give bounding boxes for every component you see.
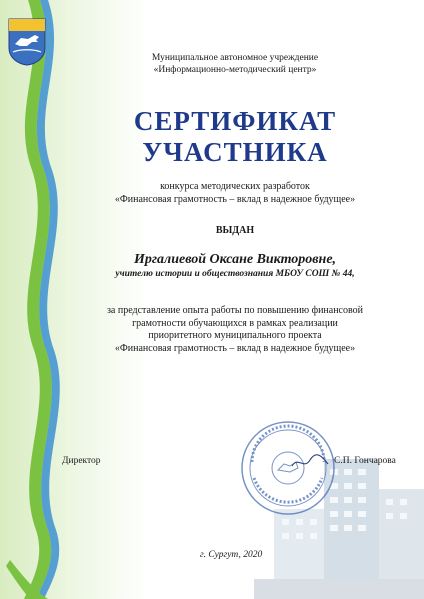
- contest-line-2: «Финансовая грамотность – вклад в надежное будущее»: [114, 194, 356, 205]
- certificate-title-line-1: СЕРТИФИКАТ: [133, 106, 337, 136]
- director-name: С.П. Гончарова: [334, 456, 396, 466]
- contest-description: [60, 180, 410, 206]
- reason-line-4: «Финансовая грамотность – вклад в надежное будущее»: [114, 342, 356, 354]
- certificate-title-line-2: УЧАСТНИКА: [142, 137, 328, 167]
- city-crest-icon: [8, 18, 46, 66]
- recipient-name: Иргалиевой Оксане Викторовне,: [133, 252, 337, 267]
- organization-header: [60, 52, 410, 76]
- signature-scribble: [290, 452, 330, 472]
- director-label: Директор: [62, 456, 101, 466]
- reason-line-1: за представление опыта работы по повышению финансовой: [106, 305, 364, 316]
- place-and-date: г. Сургут, 2020: [200, 550, 263, 560]
- reason-line-2: грамотности обучающихся в рамках реализации: [132, 317, 338, 329]
- organization-line-1: Муниципальное автономное учреждение: [151, 53, 319, 63]
- issued-label: ВЫДАН: [215, 225, 255, 236]
- organization-line-2: «Информационно-методический центр»: [153, 65, 317, 75]
- contest-line-1: конкурса методических разработок: [160, 181, 310, 192]
- certificate-title: [60, 106, 410, 168]
- decorative-ribbon: [0, 0, 80, 599]
- award-reason: [60, 305, 410, 355]
- reason-line-3: приоритетного муниципального проекта: [148, 330, 322, 341]
- recipient-position: учителю истории и обществознания МБОУ СОШ № 44,: [115, 269, 355, 279]
